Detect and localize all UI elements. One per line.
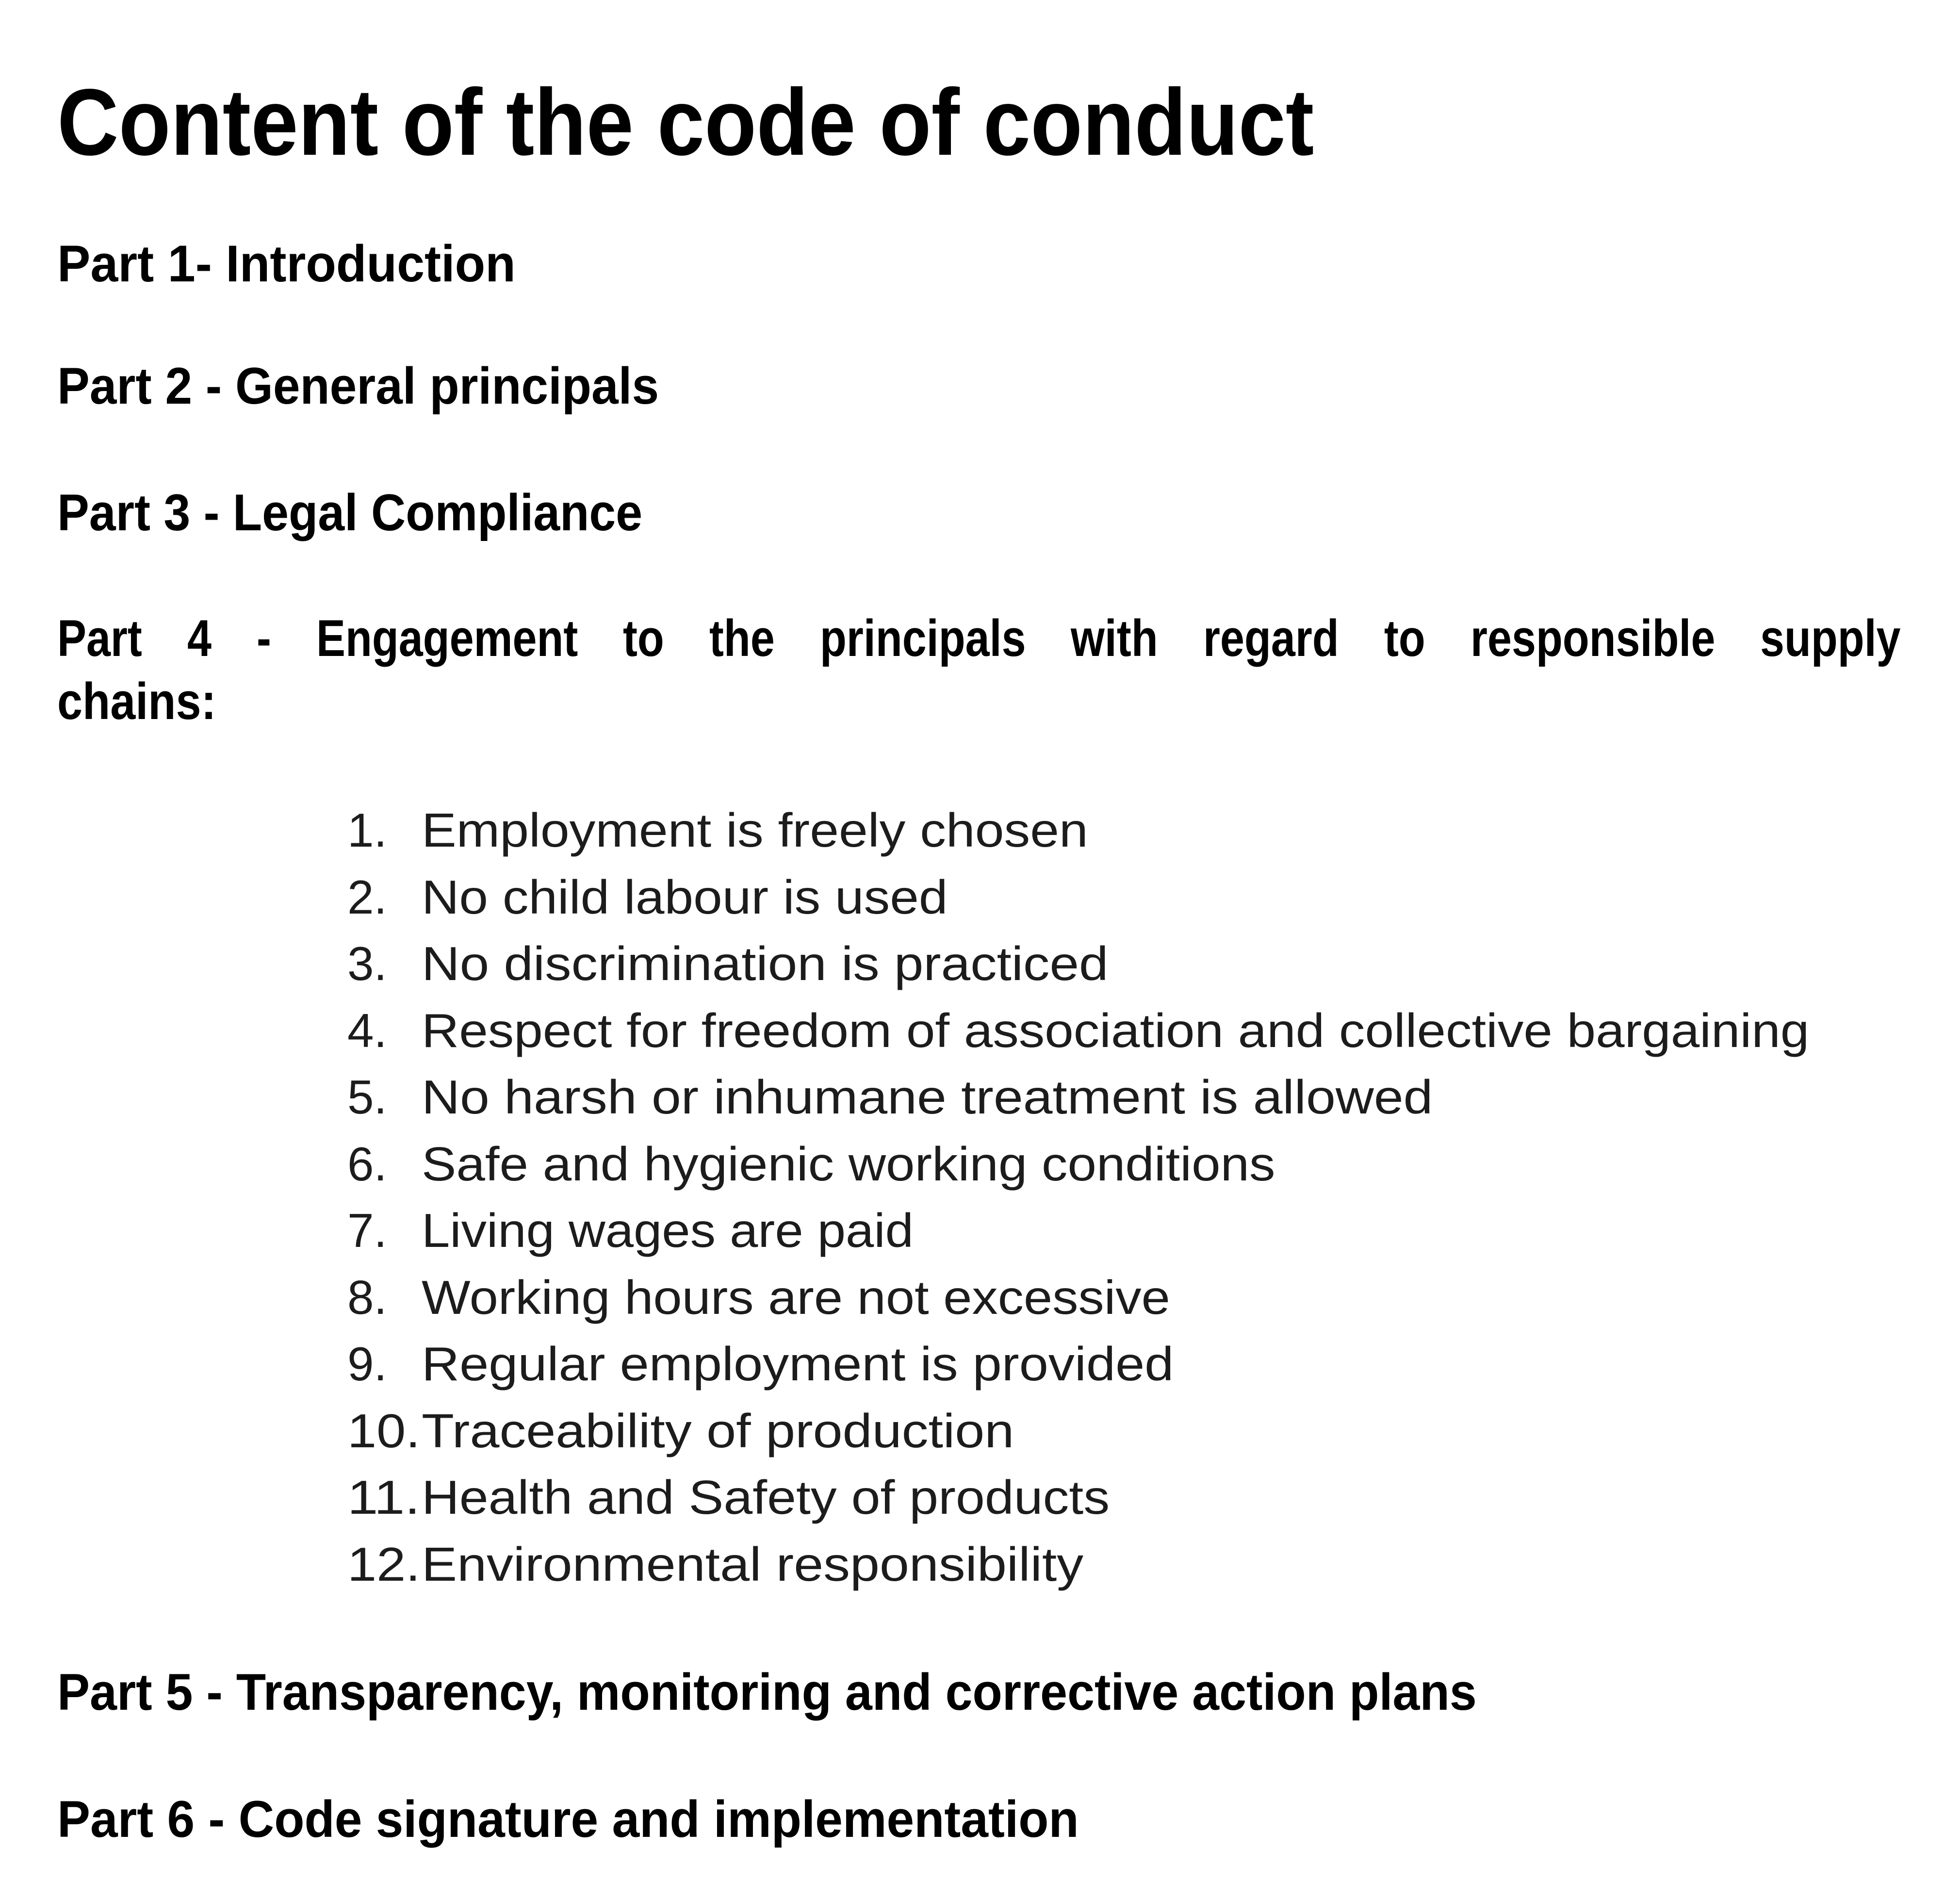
principle-number: 7. — [347, 1204, 387, 1257]
principle-number: 9. — [347, 1337, 387, 1391]
principle-text: Respect for freedom of association and collective bargaining — [422, 1003, 1810, 1057]
part-4-word: responsible — [1470, 609, 1715, 667]
part-4-word: principals — [819, 609, 1026, 667]
principle-text: No harsh or inhumane treatment is allowed — [422, 1070, 1433, 1124]
principle-text: Employment is freely chosen — [422, 803, 1088, 857]
principle-text: No child labour is used — [422, 870, 948, 924]
principle-number: 6. — [347, 1137, 387, 1191]
part-4-word: 4 — [187, 609, 212, 667]
part-4-word: to — [1384, 609, 1425, 667]
principle-text: Safe and hygienic working conditions — [422, 1137, 1275, 1191]
principle-number: 8. — [347, 1270, 387, 1324]
part-4-word: Part — [57, 609, 142, 667]
principle-text: Living wages are paid — [422, 1204, 914, 1257]
principle-text: No discrimination is practiced — [422, 937, 1109, 990]
part-4-word: supply — [1760, 609, 1901, 667]
principle-number: 12. — [347, 1537, 421, 1591]
principle-number: 4. — [347, 1003, 387, 1057]
part-4-word: Engagement — [316, 609, 578, 667]
part-6-heading: Part 6 - Code signature and implementation — [57, 1790, 1079, 1848]
part-4-word: to — [623, 609, 665, 667]
part-4-word: the — [709, 609, 775, 667]
part-2-heading: Part 2 - General principals — [57, 357, 659, 415]
principle-text: Traceability of production — [422, 1404, 1014, 1457]
part-3-heading: Part 3 - Legal Compliance — [57, 483, 643, 541]
principle-text: Health and Safety of products — [422, 1471, 1110, 1524]
principle-text: Regular employment is provided — [422, 1337, 1174, 1391]
page-title: Content of the code of conduct — [57, 69, 1314, 175]
principle-number: 5. — [347, 1070, 387, 1124]
principle-number: 1. — [347, 803, 387, 857]
part-4-heading-line-1 — [57, 607, 1901, 669]
principle-number: 10. — [347, 1404, 421, 1457]
principle-text: Working hours are not excessive — [422, 1270, 1170, 1324]
part-5-heading: Part 5 - Transparency, monitoring and corrective action plans — [57, 1663, 1477, 1721]
part-4-word: with — [1071, 609, 1159, 667]
principle-number: 11. — [347, 1471, 420, 1524]
principle-number: 3. — [347, 937, 387, 990]
part-4-word: regard — [1203, 609, 1339, 667]
part-4-word: - — [256, 609, 271, 667]
principle-text: Environmental responsibility — [422, 1537, 1084, 1591]
principle-number: 2. — [347, 870, 387, 924]
part-1-heading: Part 1- Introduction — [57, 234, 516, 293]
part-4-heading-line-2: chains: — [57, 672, 216, 730]
